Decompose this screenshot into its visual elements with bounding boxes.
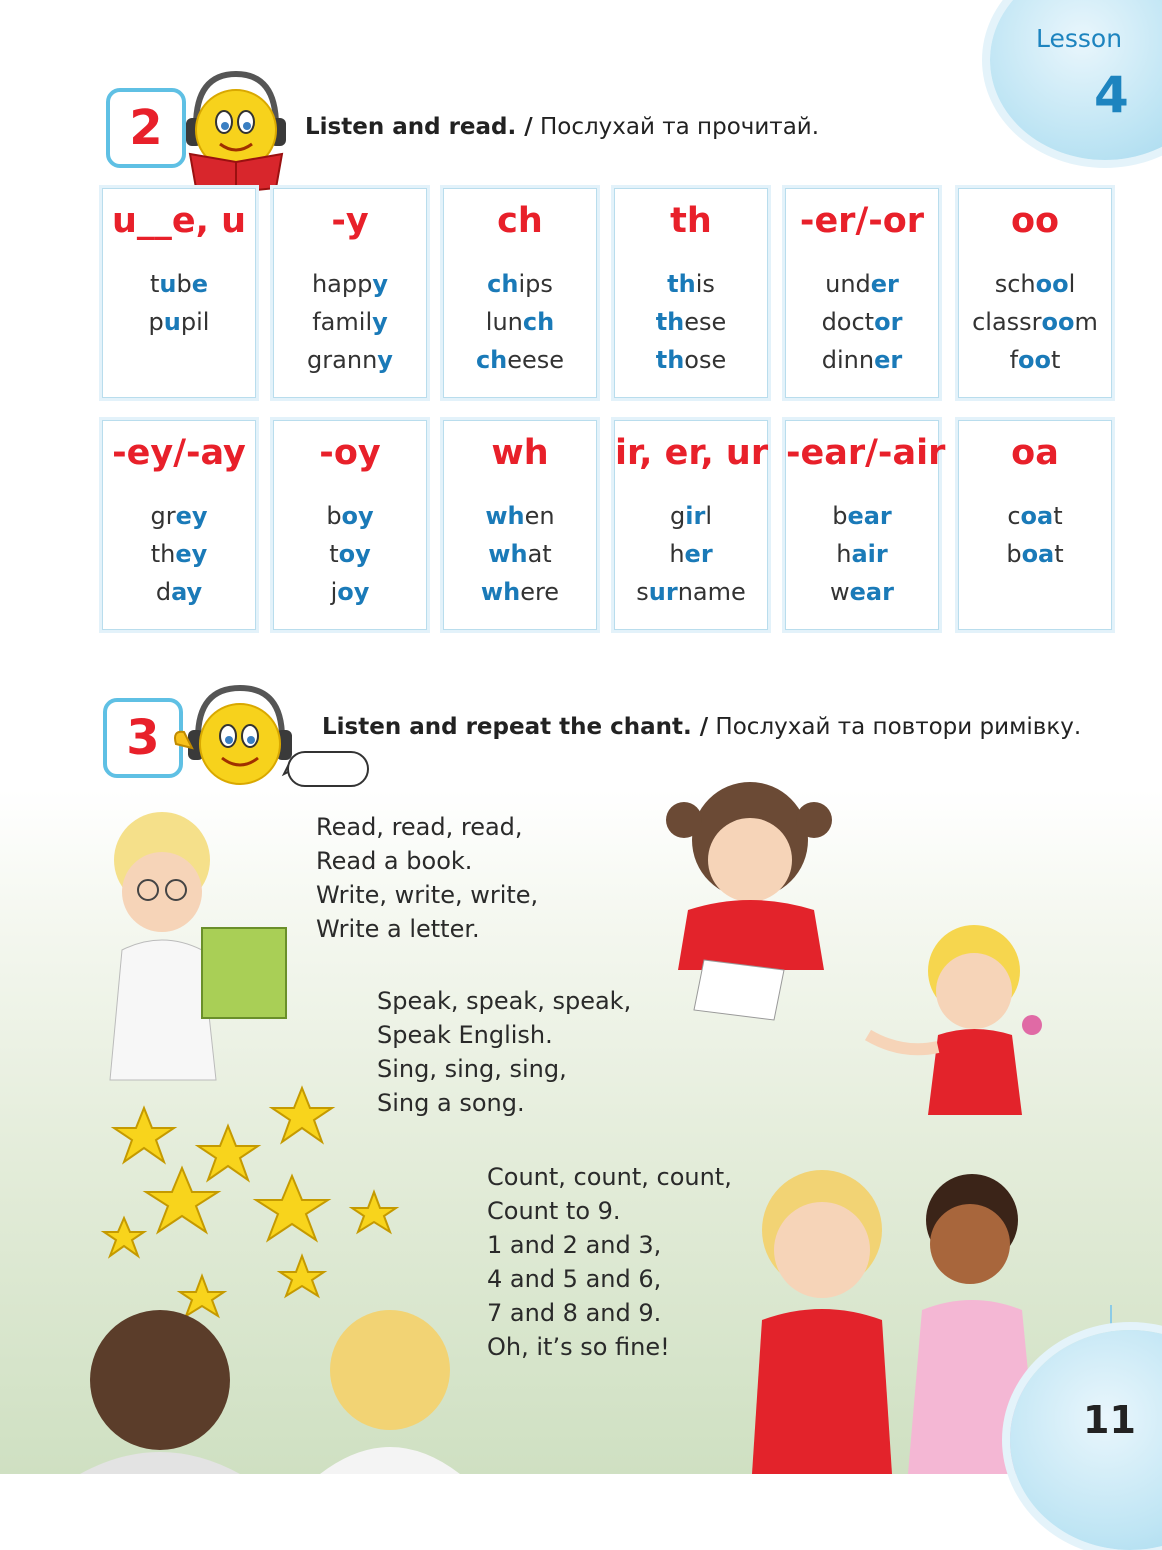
phonics-card-words xyxy=(786,497,938,611)
phonics-word-part: und xyxy=(825,270,871,298)
phonics-word-part: gr xyxy=(150,502,176,530)
phonics-word-part: classr xyxy=(972,308,1042,336)
phonics-word-highlight: oy xyxy=(341,502,374,530)
phonics-card-words xyxy=(274,265,426,379)
phonics-word-part: j xyxy=(330,578,338,606)
chant-line: Count, count, count, xyxy=(487,1163,732,1191)
phonics-word-part: ere xyxy=(520,578,560,606)
phonics-word-part: en xyxy=(524,502,555,530)
phonics-word-highlight: or xyxy=(874,308,903,336)
phonics-word-part: happ xyxy=(311,270,373,298)
phonics-word xyxy=(274,303,426,341)
phonics-card xyxy=(785,420,946,630)
phonics-word xyxy=(959,303,1111,341)
phonics-word-part: c xyxy=(1007,502,1021,530)
phonics-word-highlight: oo xyxy=(1035,270,1069,298)
phonics-card-header: wh xyxy=(491,433,549,473)
phonics-card-header: -oy xyxy=(319,433,381,473)
phonics-card-words xyxy=(444,265,596,379)
phonics-word-part: dinn xyxy=(821,346,875,374)
task-2-number: 2 xyxy=(106,88,186,168)
phonics-word xyxy=(274,573,426,611)
phonics-card xyxy=(443,188,597,398)
phonics-word xyxy=(786,535,938,573)
chant-line: Write, write, write, xyxy=(316,881,539,909)
children-talking-illustration xyxy=(742,1150,1042,1474)
phonics-word xyxy=(103,535,255,573)
phonics-word-highlight: ay xyxy=(171,578,203,606)
phonics-word-highlight: air xyxy=(851,540,888,568)
phonics-word xyxy=(615,573,767,611)
phonics-word-highlight: oo xyxy=(1041,308,1075,336)
phonics-card xyxy=(614,188,768,398)
phonics-word-highlight: u xyxy=(163,308,181,336)
phonics-word xyxy=(959,497,1111,535)
lesson-label: Lesson xyxy=(1036,24,1123,53)
chant-line: 1 and 2 and 3, xyxy=(487,1231,662,1259)
task-3-number: 3 xyxy=(103,698,183,778)
phonics-word-part: at xyxy=(527,540,552,568)
chant-line: Read, read, read, xyxy=(316,813,523,841)
phonics-card-words xyxy=(274,497,426,611)
chant-line: 7 and 8 and 9. xyxy=(487,1299,662,1327)
phonics-word xyxy=(615,497,767,535)
phonics-word-part: th xyxy=(150,540,176,568)
phonics-card-header: -ey/-ay xyxy=(112,433,246,473)
phonics-word-highlight: th xyxy=(667,270,696,298)
task-2-instruction-en: Listen and read. / xyxy=(305,114,533,140)
phonics-word xyxy=(959,265,1111,303)
phonics-card-header: oo xyxy=(1010,201,1060,241)
phonics-word-part: t xyxy=(149,270,160,298)
phonics-card-header: -er/-or xyxy=(799,201,925,241)
phonics-card-words xyxy=(444,497,596,611)
phonics-card xyxy=(958,188,1112,398)
phonics-card xyxy=(443,420,597,630)
phonics-word-part: b xyxy=(326,502,342,530)
phonics-word xyxy=(444,573,596,611)
phonics-word-part: ips xyxy=(518,270,553,298)
phonics-card-words xyxy=(615,265,767,379)
phonics-word xyxy=(615,535,767,573)
phonics-word-part: t xyxy=(1051,346,1061,374)
task-3-instruction-ua: Послухай та повтори римівку. xyxy=(708,714,1082,740)
phonics-word xyxy=(444,535,596,573)
phonics-word xyxy=(274,341,426,379)
phonics-word-highlight: y xyxy=(372,270,389,298)
phonics-card xyxy=(102,188,256,398)
chant-line: Sing, sing, sing, xyxy=(377,1055,567,1083)
speech-bubble-icon xyxy=(286,750,372,790)
phonics-word-part: s xyxy=(636,578,649,606)
children-looking-up-illustration xyxy=(60,1290,480,1474)
phonics-word-highlight: ch xyxy=(487,270,519,298)
phonics-word-part: famil xyxy=(312,308,373,336)
phonics-card-header: -y xyxy=(331,201,369,241)
task-3-instruction-en: Listen and repeat the chant. / xyxy=(322,714,709,740)
phonics-word-highlight: oy xyxy=(338,540,371,568)
phonics-word-part: b xyxy=(832,502,848,530)
chant-stanza-3 xyxy=(487,1160,732,1364)
phonics-card xyxy=(614,420,768,630)
phonics-word-part: ese xyxy=(684,308,727,336)
phonics-card-header: -ear/-air xyxy=(786,433,946,473)
task-3-instruction xyxy=(322,714,1081,740)
girl-singing-illustration xyxy=(862,915,1072,1115)
phonics-word-highlight: ey xyxy=(175,540,208,568)
phonics-word-highlight: wh xyxy=(485,502,525,530)
phonics-word xyxy=(786,341,938,379)
phonics-word-part: doct xyxy=(821,308,875,336)
phonics-word-highlight: oa xyxy=(1021,540,1055,568)
phonics-card xyxy=(958,420,1112,630)
chant-line: Speak, speak, speak, xyxy=(377,987,632,1015)
phonics-word xyxy=(615,341,767,379)
phonics-word xyxy=(786,497,938,535)
phonics-card-words xyxy=(959,497,1111,573)
phonics-word xyxy=(274,265,426,303)
chant-stanza-2 xyxy=(377,984,631,1120)
phonics-word xyxy=(786,303,938,341)
phonics-word xyxy=(444,341,596,379)
phonics-card-header: oa xyxy=(1011,433,1059,473)
phonics-word-part: pil xyxy=(180,308,210,336)
phonics-word-part: l xyxy=(705,502,712,530)
phonics-card-words xyxy=(103,497,255,611)
phonics-card-header: th xyxy=(670,201,712,241)
phonics-word-part: grann xyxy=(307,346,378,374)
phonics-word-part: name xyxy=(677,578,746,606)
chant-line: 4 and 5 and 6, xyxy=(487,1265,662,1293)
phonics-word-part: sch xyxy=(994,270,1036,298)
phonics-word xyxy=(274,535,426,573)
phonics-word-highlight: wh xyxy=(480,578,521,606)
phonics-word xyxy=(786,265,938,303)
phonics-word-part: h xyxy=(836,540,852,568)
phonics-word xyxy=(103,497,255,535)
phonics-card xyxy=(273,420,427,630)
phonics-word-part: b xyxy=(176,270,192,298)
phonics-card-header: ir, er, ur xyxy=(615,433,769,473)
phonics-word-highlight: ear xyxy=(847,502,892,530)
phonics-card xyxy=(273,188,427,398)
phonics-word-highlight: e xyxy=(191,270,209,298)
phonics-word-part: l xyxy=(1068,270,1076,298)
phonics-word-part: w xyxy=(830,578,850,606)
phonics-word-highlight: er xyxy=(874,346,903,374)
phonics-word-part: g xyxy=(670,502,686,530)
phonics-card-words xyxy=(786,265,938,379)
chant-line: Write a letter. xyxy=(316,915,480,943)
smiley-reading-headphones-icon xyxy=(176,66,296,194)
phonics-word-highlight: ir xyxy=(685,502,706,530)
phonics-word xyxy=(786,573,938,611)
phonics-word-part: t xyxy=(1053,502,1063,530)
chant-line: Sing a song. xyxy=(377,1089,525,1117)
phonics-word xyxy=(959,341,1111,379)
phonics-word-highlight: oo xyxy=(1018,346,1051,374)
phonics-word xyxy=(103,265,255,303)
phonics-word-part: m xyxy=(1074,308,1098,336)
phonics-word xyxy=(103,303,255,341)
phonics-word-highlight: th xyxy=(655,346,685,374)
phonics-word-highlight: y xyxy=(377,346,393,374)
phonics-card-words xyxy=(959,265,1111,379)
girl-writing-illustration xyxy=(664,770,839,1025)
phonics-word-part: b xyxy=(1006,540,1022,568)
phonics-card xyxy=(785,188,939,398)
phonics-word-highlight: wh xyxy=(488,540,528,568)
phonics-word xyxy=(959,535,1111,573)
phonics-word-part: eese xyxy=(507,346,565,374)
phonics-word xyxy=(444,497,596,535)
phonics-word-part: lun xyxy=(485,308,523,336)
phonics-word-highlight: u xyxy=(159,270,177,298)
phonics-word-highlight: ey xyxy=(175,502,208,530)
phonics-card xyxy=(102,420,256,630)
phonics-word-part: t xyxy=(329,540,339,568)
phonics-word-highlight: y xyxy=(372,308,388,336)
phonics-word-highlight: er xyxy=(870,270,899,298)
phonics-word-highlight: ch xyxy=(475,346,508,374)
phonics-word-highlight: ch xyxy=(522,308,555,336)
phonics-word xyxy=(615,303,767,341)
phonics-word-part: d xyxy=(155,578,172,606)
phonics-word-part: is xyxy=(695,270,715,298)
task-2-instruction-ua: Послухай та прочитай. xyxy=(532,114,820,140)
phonics-word xyxy=(444,265,596,303)
phonics-word-part: p xyxy=(148,308,164,336)
phonics-card-header: u__e, u xyxy=(111,201,247,241)
phonics-word-highlight: er xyxy=(684,540,713,568)
task-2-instruction xyxy=(305,114,819,140)
phonics-word xyxy=(103,573,255,611)
chant-line: Count to 9. xyxy=(487,1197,621,1225)
phonics-word-part: t xyxy=(1054,540,1064,568)
phonics-card-words xyxy=(615,497,767,611)
phonics-word-part: h xyxy=(669,540,685,568)
phonics-word-part: ose xyxy=(684,346,727,374)
phonics-word-highlight: ear xyxy=(849,578,894,606)
phonics-word-highlight: ur xyxy=(648,578,678,606)
phonics-word-highlight: oy xyxy=(337,578,370,606)
phonics-word-part: f xyxy=(1009,346,1019,374)
chant-stanza-1 xyxy=(316,810,538,946)
phonics-card-header: ch xyxy=(497,201,543,241)
phonics-word xyxy=(444,303,596,341)
chant-line: Read a book. xyxy=(316,847,473,875)
boy-reading-book-illustration xyxy=(100,810,300,1080)
chant-line: Speak English. xyxy=(377,1021,553,1049)
phonics-word-highlight: th xyxy=(655,308,685,336)
phonics-word xyxy=(615,265,767,303)
lesson-number: 4 xyxy=(1094,66,1129,124)
phonics-word-highlight: oa xyxy=(1020,502,1054,530)
page-number: 11 xyxy=(1083,1398,1136,1442)
chant-line: Oh, it’s so fine! xyxy=(487,1333,670,1361)
phonics-word xyxy=(274,497,426,535)
phonics-card-words xyxy=(103,265,255,341)
